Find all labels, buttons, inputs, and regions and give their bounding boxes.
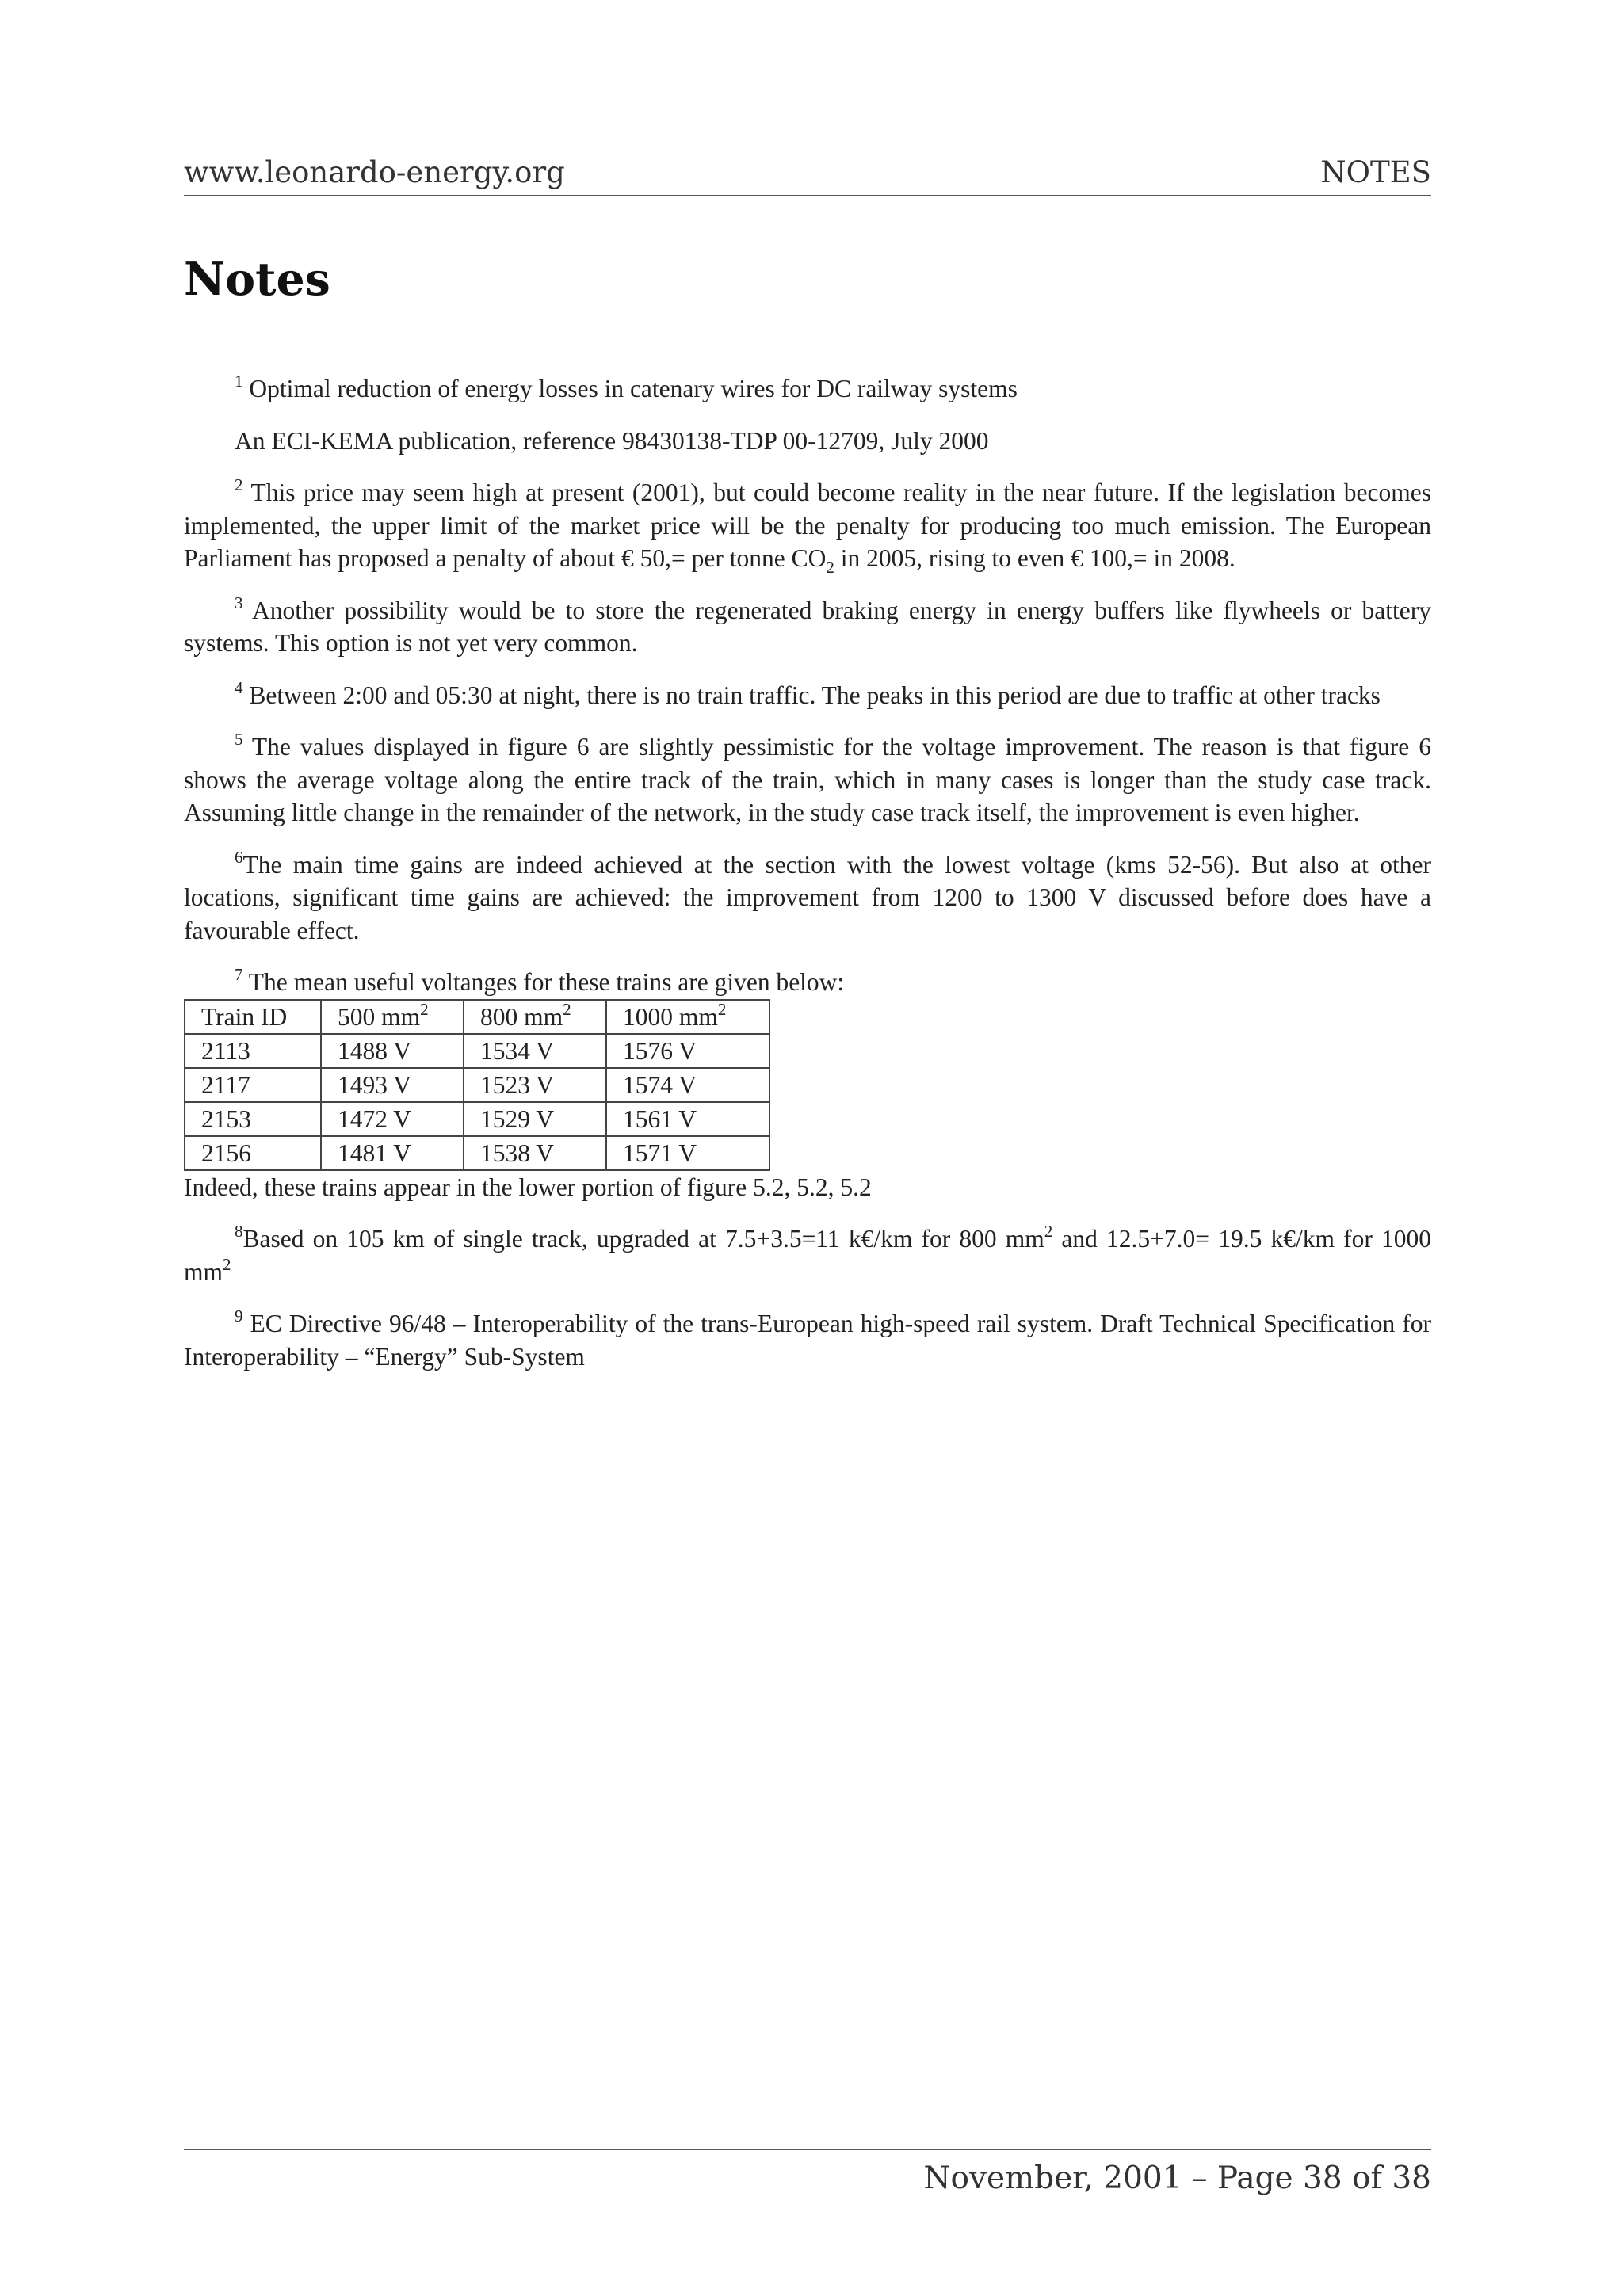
- note-1-text: Optimal reduction of energy losses in catenary wires for DC railway systems: [242, 375, 1018, 402]
- header-rule: [184, 195, 1431, 196]
- note-8-text-b: and 12.5+7.0= 19.5 k€/km for 1000 mm: [184, 1225, 1432, 1286]
- notes-body: [184, 372, 1431, 1392]
- note-4-number: 4: [235, 677, 243, 697]
- table-cell: 1574 V: [606, 1068, 769, 1102]
- table-row: [185, 1068, 769, 1102]
- note-6-number: 6: [235, 847, 243, 867]
- note-2-tail: in 2005, rising to even € 100,= in 2008.: [834, 544, 1235, 572]
- header-text: Train ID: [201, 1002, 288, 1031]
- footer-rule: [184, 2149, 1431, 2150]
- note-2: [184, 476, 1431, 575]
- table-header-row: [185, 1000, 769, 1034]
- table-cell: 1571 V: [606, 1136, 769, 1170]
- table-cell: 1576 V: [606, 1034, 769, 1068]
- header-text: 500 mm: [338, 1002, 421, 1031]
- table-header-cell: [464, 1000, 606, 1034]
- note-2-number: 2: [235, 475, 243, 494]
- note-3: [184, 594, 1431, 660]
- note-1-publication: An ECI-KEMA publication, reference 98430138-TDP 00-12709, July 2000: [235, 426, 989, 455]
- note-7-text: The mean useful voltanges for these trains are given below:: [242, 968, 845, 996]
- note-4-text: Between 2:00 and 05:30 at night, there is no train traffic. The peaks in this period are due to traffic at other tracks: [242, 681, 1381, 709]
- table-cell: 1481 V: [321, 1136, 464, 1170]
- note-1: [184, 372, 1431, 406]
- table-cell: 1472 V: [321, 1102, 464, 1136]
- table-row: [185, 1034, 769, 1068]
- table-header-cell: [321, 1000, 464, 1034]
- note-9-number: 9: [235, 1306, 243, 1325]
- note-5-number: 5: [235, 730, 243, 749]
- header-sup: 2: [717, 999, 727, 1019]
- note-3-number: 3: [235, 593, 243, 612]
- note-6-text: The main time gains are indeed achieved at the section with the lowest voltage (kms 52-56). But also at other locations, significant time gains are achieved: the improvement from 1200 to 1300 V discussed before does have a favourable effect.: [184, 850, 1431, 944]
- note-8-sup-1: 2: [1044, 1222, 1053, 1241]
- table-row: [185, 1102, 769, 1136]
- note-4: [184, 679, 1431, 712]
- note-5: [184, 730, 1431, 830]
- header-sup: 2: [420, 999, 429, 1019]
- table-cell: 1529 V: [464, 1102, 606, 1136]
- header-website: www.leonardo-energy.org: [184, 155, 565, 189]
- header-section: NOTES: [1320, 155, 1431, 189]
- table-cell: 1561 V: [606, 1102, 769, 1136]
- note-7-after-table: Indeed, these trains appear in the lower portion of figure 5.2, 5.2, 5.2: [184, 1173, 872, 1201]
- table-cell: 2117: [185, 1068, 321, 1102]
- running-header: [184, 155, 1431, 190]
- note-9: [184, 1307, 1431, 1373]
- table-cell: 2113: [185, 1034, 321, 1068]
- voltage-table: [184, 999, 770, 1171]
- note-8-number: 8: [235, 1222, 243, 1241]
- note-8-sup-2: 2: [223, 1254, 231, 1274]
- page-title: Notes: [184, 253, 330, 306]
- note-3-text: Another possibility would be to store the regenerated braking energy in energy buffers like flywheels or battery systems. This option is not yet very common.: [184, 596, 1431, 657]
- header-sup: 2: [563, 999, 571, 1019]
- note-7-number: 7: [235, 965, 243, 984]
- table-cell: 1523 V: [464, 1068, 606, 1102]
- table-cell: 1488 V: [321, 1034, 464, 1068]
- note-6: [184, 849, 1431, 948]
- note-2-subscript: 2: [826, 558, 834, 577]
- table-cell: 1534 V: [464, 1034, 606, 1068]
- header-text: 1000 mm: [623, 1002, 718, 1031]
- table-cell: 1493 V: [321, 1068, 464, 1102]
- note-8: [184, 1222, 1431, 1288]
- table-cell: 2153: [185, 1102, 321, 1136]
- table-row: [185, 1136, 769, 1170]
- page-footer: November, 2001 – Page 38 of 38: [923, 2161, 1431, 2196]
- table-cell: 1538 V: [464, 1136, 606, 1170]
- note-9-text: EC Directive 96/48 – Interoperability of the trans-European high-speed rail system. Draft Technical Specification for Interoperability – “Energy” Sub-System: [184, 1310, 1431, 1371]
- table-header-cell: [606, 1000, 769, 1034]
- table-header-cell: [185, 1000, 321, 1034]
- table-cell: 2156: [185, 1136, 321, 1170]
- note-5-text: The values displayed in figure 6 are slightly pessimistic for the voltage improvement. The reason is that figure 6 shows the average voltage along the entire track of the train, which in many cases is longer than the study case track. Assuming little change in the remainder of the network, in the study case track itself, the improvement is even higher.: [184, 733, 1431, 826]
- note-1-number: 1: [235, 372, 243, 391]
- header-text: 800 mm: [480, 1002, 563, 1031]
- note-7: [184, 966, 1431, 999]
- note-8-text-a: Based on 105 km of single track, upgraded at 7.5+3.5=11 k€/km for 800 mm: [242, 1225, 1044, 1253]
- note-2-text: This price may seem high at present (2001), but could become reality in the near future. If the legislation becomes implemented, the upper limit of the market price will be the penalty for producing too much emission. The European Parliament has proposed a penalty of about € 50,= per tonne CO: [184, 479, 1431, 572]
